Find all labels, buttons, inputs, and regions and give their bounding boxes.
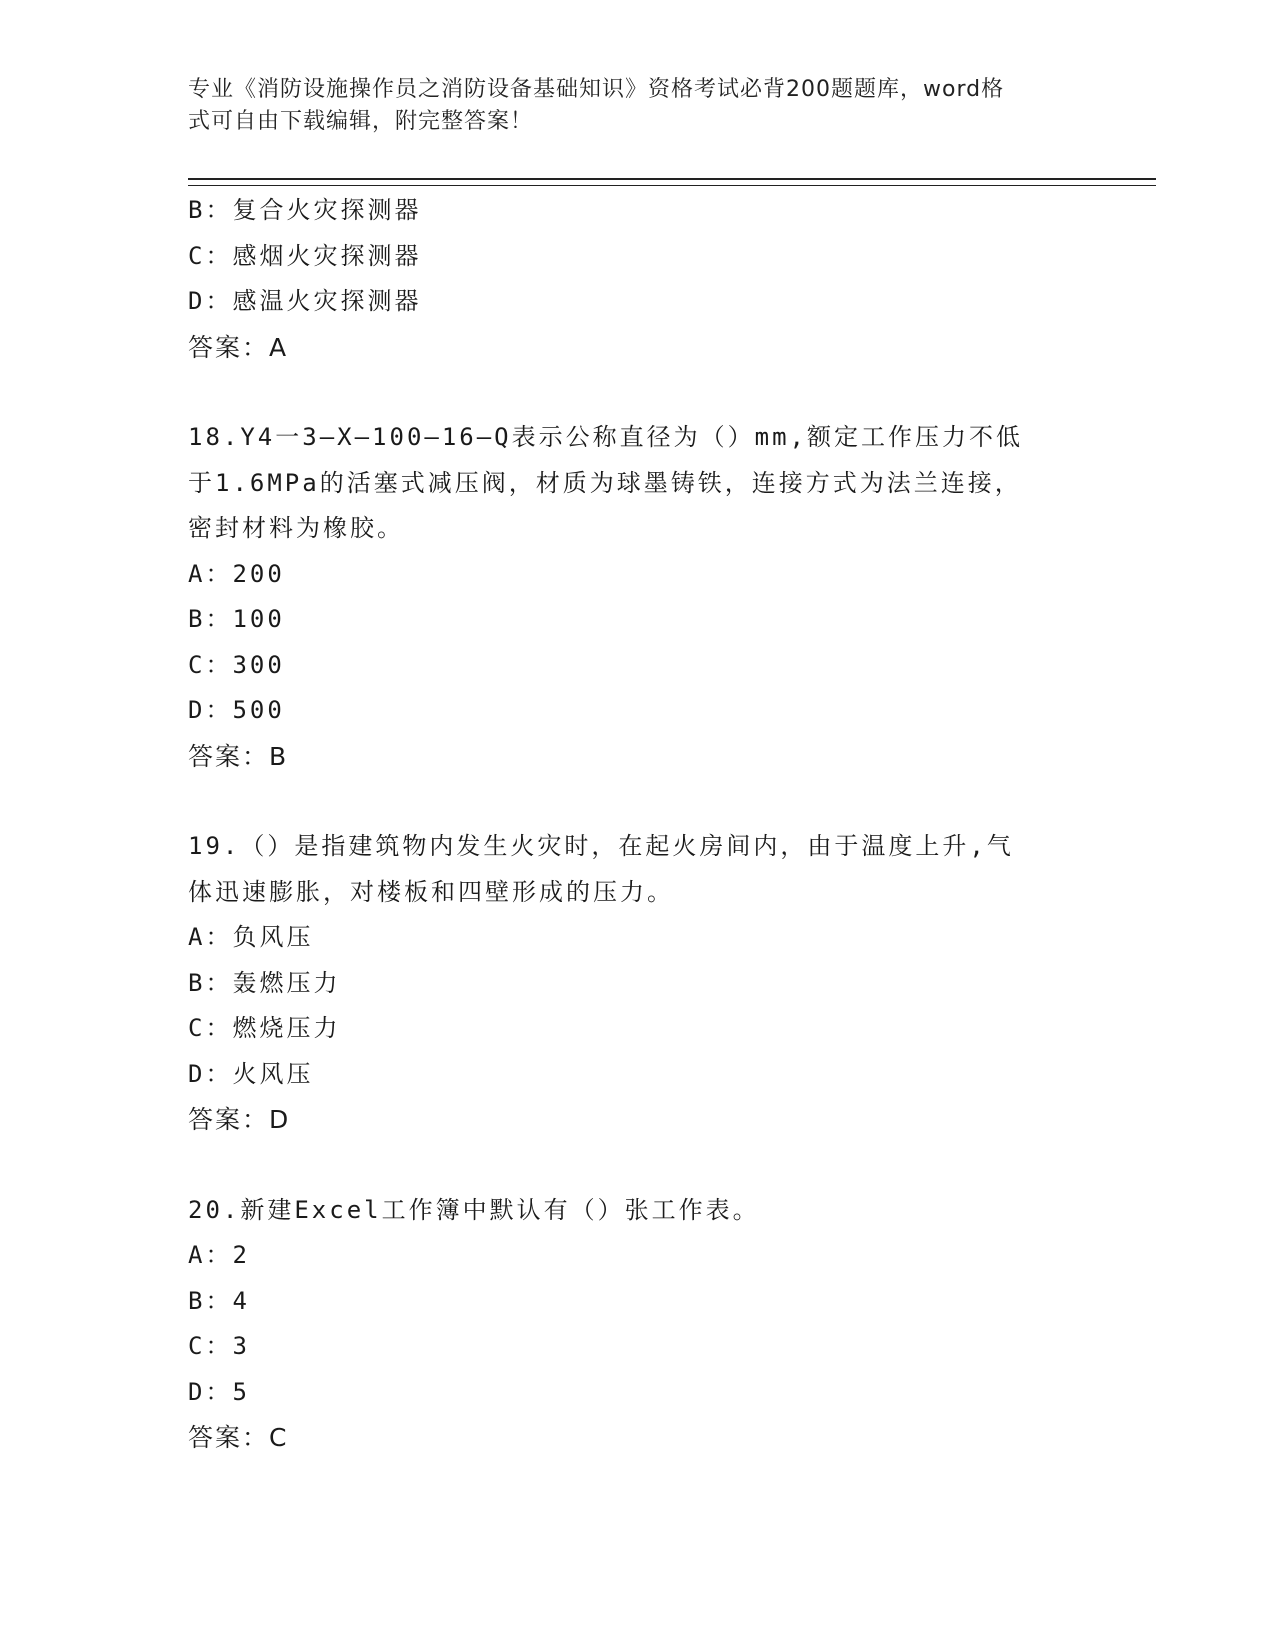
answer-line: 答案：C	[188, 1423, 289, 1452]
header-line-2: 式可自由下载编辑，附完整答案！	[188, 109, 534, 134]
option-b: B：100	[188, 605, 285, 633]
header-divider	[188, 178, 1156, 186]
question-list	[188, 188, 1088, 1461]
option-d: D：500	[188, 696, 285, 724]
option-d: D：火风压	[188, 1059, 314, 1088]
question-19	[188, 824, 1088, 1143]
option-d: D：感温火灾探测器	[188, 287, 422, 315]
option-a: A：2	[188, 1241, 250, 1269]
option-c: C：感烟火灾探测器	[188, 241, 422, 270]
option-c: C：3	[188, 1332, 250, 1360]
option-a: A：200	[188, 559, 285, 588]
option-c: C：300	[188, 650, 285, 679]
option-b: B：4	[188, 1286, 250, 1315]
question-stem-line: 18.Y4一3—X—100—16—Q表示公称直径为（）mm,额定工作压力不低	[188, 423, 1023, 451]
option-a: A：负风压	[188, 923, 314, 951]
question-stem-line: 19.（）是指建筑物内发生火灾时，在起火房间内，由于温度上升,气	[188, 832, 1014, 860]
answer-line: 答案：B	[188, 741, 289, 771]
question-18	[188, 415, 1088, 779]
answer-line: 答案：D	[188, 1105, 291, 1134]
header-line-1: 专业《消防设施操作员之消防设备基础知识》资格考试必背200题题库，word格	[188, 77, 1005, 102]
option-c: C：燃烧压力	[188, 1014, 341, 1042]
option-b: B：复合火灾探测器	[188, 196, 422, 224]
option-b: B：轰燃压力	[188, 968, 341, 997]
question-stem-line: 于1.6MPa的活塞式减压阀，材质为球墨铸铁，连接方式为法兰连接，	[188, 468, 1022, 497]
question-17-continuation	[188, 188, 1088, 370]
option-d: D：5	[188, 1377, 250, 1406]
question-stem-line: 体迅速膨胀，对楼板和四壁形成的压力。	[188, 877, 674, 906]
question-20	[188, 1188, 1088, 1461]
question-stem-line: 密封材料为橡胶。	[188, 514, 404, 542]
question-stem-line: 20.新建Excel工作簿中默认有（）张工作表。	[188, 1195, 760, 1224]
document-header	[188, 74, 1078, 138]
answer-line: 答案：A	[188, 332, 289, 362]
